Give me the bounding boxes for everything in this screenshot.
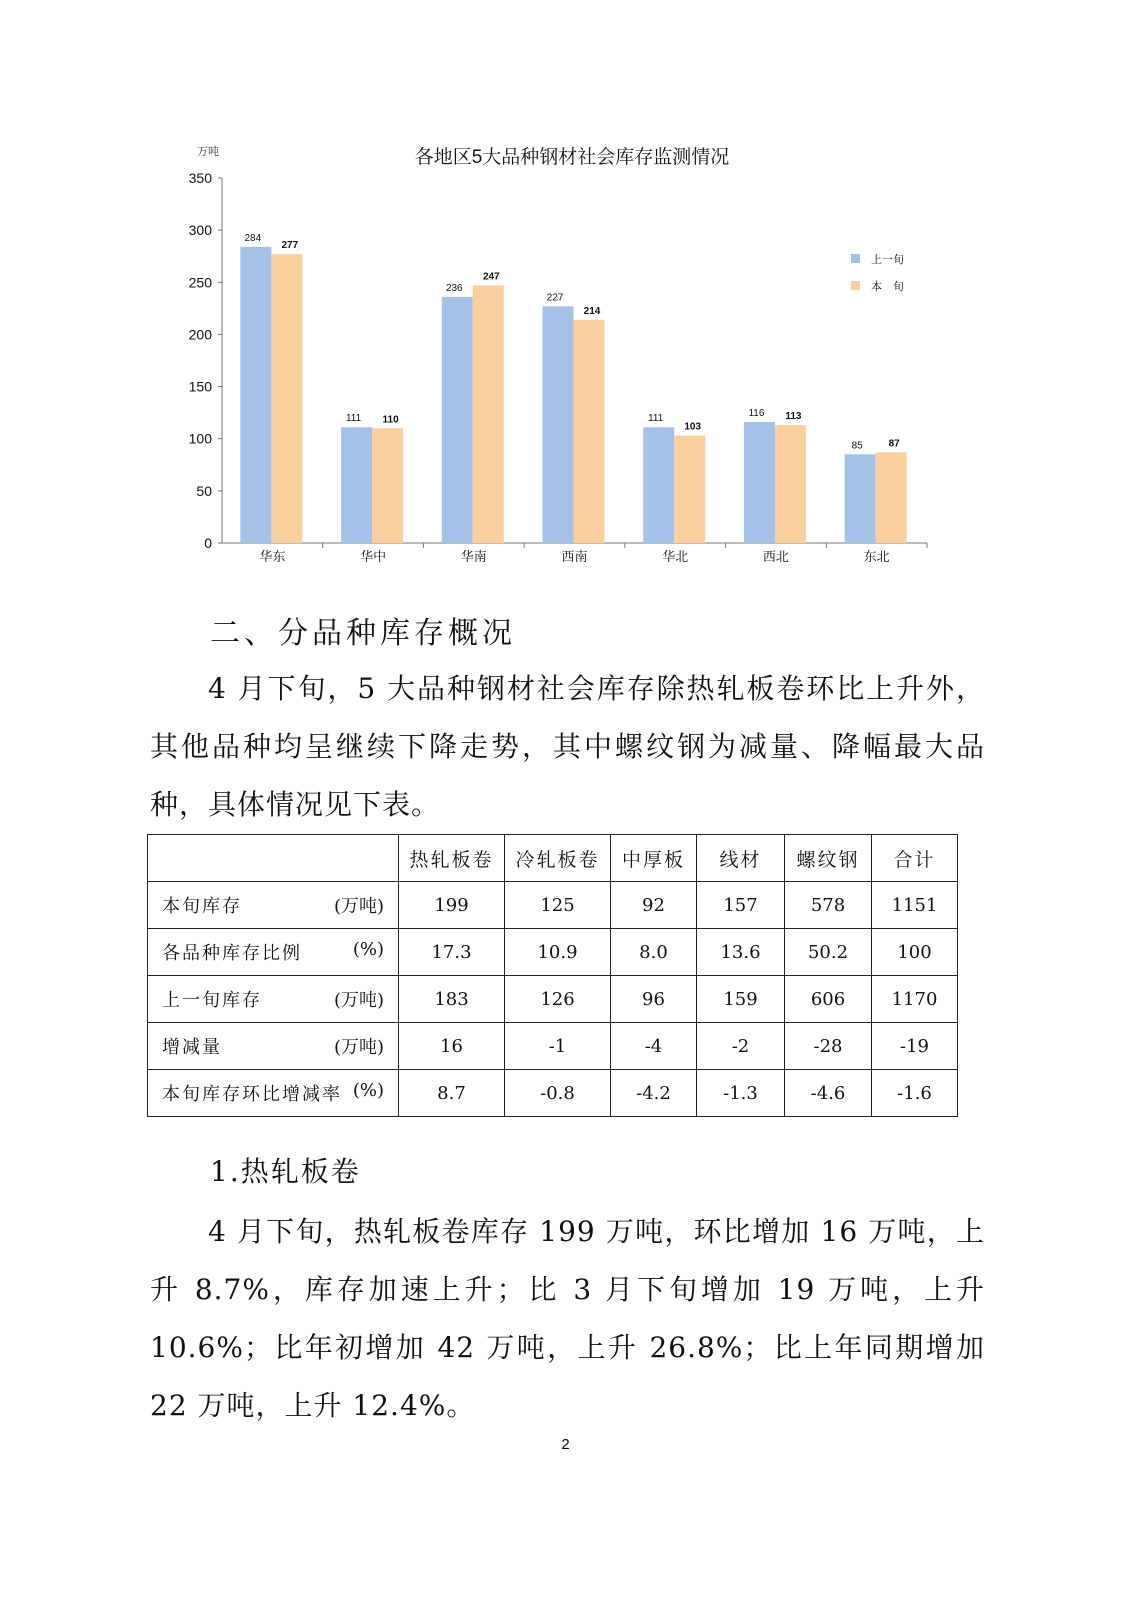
bar-previous (744, 422, 775, 543)
data-label: 277 (281, 240, 299, 252)
data-label: 116 (748, 408, 765, 420)
row-label-cell (148, 1070, 399, 1117)
table-header-cell (148, 835, 399, 882)
table-header-cell: 线材 (697, 835, 785, 882)
x-tick-label: 华北 (662, 549, 689, 564)
table-cell: 199 (399, 882, 505, 929)
x-tick-label: 西南 (561, 549, 588, 564)
table-cell: 125 (505, 882, 611, 929)
row-unit: (万吨) (333, 896, 384, 917)
table-cell: -0.8 (505, 1070, 611, 1117)
table-header-cell: 合计 (872, 835, 958, 882)
y-tick-label: 0 (204, 535, 212, 551)
table-cell: 126 (505, 976, 611, 1023)
table-cell: 8.0 (611, 929, 697, 976)
inventory-table (147, 834, 958, 1117)
row-label: 各品种库存比例 (162, 943, 302, 964)
subsection-heading: 1.热轧板卷 (210, 1155, 361, 1188)
legend-label: 上一旬 (871, 254, 904, 266)
data-label: 85 (851, 440, 863, 452)
y-tick-label: 200 (188, 326, 212, 343)
y-tick-label: 50 (196, 482, 212, 499)
bar-previous (543, 306, 574, 543)
table-cell: 16 (399, 1023, 505, 1070)
table-cell: -4.2 (611, 1070, 697, 1117)
table-cell: -1.6 (872, 1070, 958, 1117)
table-cell: 1151 (872, 882, 958, 929)
table-cell: -1 (505, 1023, 611, 1070)
chart-title: 各地区5大品种钢材社会库存监测情况 (414, 147, 730, 168)
bar-current (876, 452, 907, 543)
x-tick-label: 华东 (259, 549, 286, 564)
table-cell: -2 (697, 1023, 785, 1070)
table-cell: 159 (697, 976, 785, 1023)
data-label: 113 (785, 411, 802, 423)
table-cell: 606 (785, 976, 872, 1023)
row-unit: (万吨) (333, 1037, 384, 1058)
chart-bars (240, 233, 906, 543)
table-cell: -1.3 (697, 1070, 785, 1117)
row-label-cell (148, 976, 399, 1023)
row-label-cell (148, 1023, 399, 1070)
bar-previous (442, 297, 473, 543)
inventory-bar-chart (0, 0, 1131, 590)
bar-previous (240, 247, 271, 543)
table-cell: 10.9 (505, 929, 611, 976)
table-row (148, 1070, 958, 1117)
bar-previous (341, 427, 372, 543)
table-cell: 1170 (872, 976, 958, 1023)
table-cell: 13.6 (697, 929, 785, 976)
bar-current (271, 254, 302, 543)
row-label: 本旬库存环比增减率 (162, 1084, 342, 1105)
table-cell: 96 (611, 976, 697, 1023)
table-row (148, 1023, 958, 1070)
table-cell: 157 (697, 882, 785, 929)
table-header-cell: 螺纹钢 (785, 835, 872, 882)
y-tick-label: 300 (188, 222, 212, 239)
table-cell: -4 (611, 1023, 697, 1070)
page-number: 2 (561, 1436, 570, 1453)
table-header-cell: 中厚板 (611, 835, 697, 882)
table-cell: 183 (399, 976, 505, 1023)
data-label: 111 (345, 413, 362, 425)
bar-current (473, 285, 504, 543)
row-unit: (%) (352, 939, 384, 960)
table-header-row (148, 835, 958, 882)
row-label: 上一旬库存 (162, 990, 262, 1011)
table-row (148, 882, 958, 929)
data-label: 284 (244, 232, 262, 244)
table-row (148, 976, 958, 1023)
table-cell: 8.7 (399, 1070, 505, 1117)
table-cell: 50.2 (785, 929, 872, 976)
bar-previous (643, 427, 674, 543)
bar-current (574, 320, 605, 543)
data-label: 214 (583, 305, 601, 317)
chart-x-axis (222, 543, 927, 564)
y-tick-label: 250 (188, 274, 212, 291)
data-label: 111 (648, 413, 664, 425)
section-heading: 二、分品种库存概况 (210, 616, 516, 651)
chart-y-axis-label: 万吨 (197, 146, 219, 158)
row-label-cell (148, 929, 399, 976)
data-label: 236 (445, 282, 463, 294)
legend-swatch (851, 254, 860, 263)
row-unit: (%) (352, 1080, 384, 1101)
data-label: 103 (684, 421, 702, 433)
legend-label: 本 旬 (871, 281, 904, 293)
data-label: 87 (888, 438, 900, 450)
x-tick-label: 华中 (360, 549, 387, 564)
data-label: 247 (482, 271, 500, 283)
y-tick-label: 150 (188, 378, 212, 395)
data-label: 110 (382, 414, 399, 426)
intro-paragraph: 4 月下旬，5 大品种钢材社会库存除热轧板卷环比上升外，其他品种均呈继续下降走势，其中螺纹钢为减量、降幅最大品种，具体情况见下表。 (150, 672, 985, 821)
row-label: 本旬库存 (162, 896, 242, 917)
table-cell: -19 (872, 1023, 958, 1070)
y-tick-label: 350 (188, 170, 212, 186)
y-tick-label: 100 (188, 430, 212, 447)
table-cell: 92 (611, 882, 697, 929)
x-tick-label: 华南 (460, 549, 487, 564)
table-cell: 100 (872, 929, 958, 976)
bar-current (372, 428, 403, 543)
x-tick-label: 东北 (863, 549, 890, 564)
chart-y-axis (189, 170, 222, 551)
bar-current (674, 436, 705, 543)
bar-previous (845, 454, 876, 543)
bar-current (775, 425, 806, 543)
table-header-cell: 热轧板卷 (399, 835, 505, 882)
table-header-cell: 冷轧板卷 (505, 835, 611, 882)
row-unit: (万吨) (333, 990, 384, 1011)
table-cell: -4.6 (785, 1070, 872, 1117)
table-cell: 17.3 (399, 929, 505, 976)
chart-legend (851, 252, 904, 293)
x-tick-label: 西北 (762, 549, 789, 564)
table-row (148, 929, 958, 976)
legend-swatch (851, 281, 860, 290)
table-cell: 578 (785, 882, 872, 929)
subsection-paragraph: 4 月下旬，热轧板卷库存 199 万吨，环比增加 16 万吨，上升 8.7%，库存加速上升；比 3 月下旬增加 19 万吨，上升 10.6%；比年初增加 42 万吨，上升 26.8%；比上年同期增加 22 万吨，上升 12.4%。 (150, 1215, 985, 1422)
table-cell: -28 (785, 1023, 872, 1070)
row-label: 增减量 (162, 1037, 222, 1058)
data-label: 227 (546, 292, 564, 304)
row-label-cell (148, 882, 399, 929)
